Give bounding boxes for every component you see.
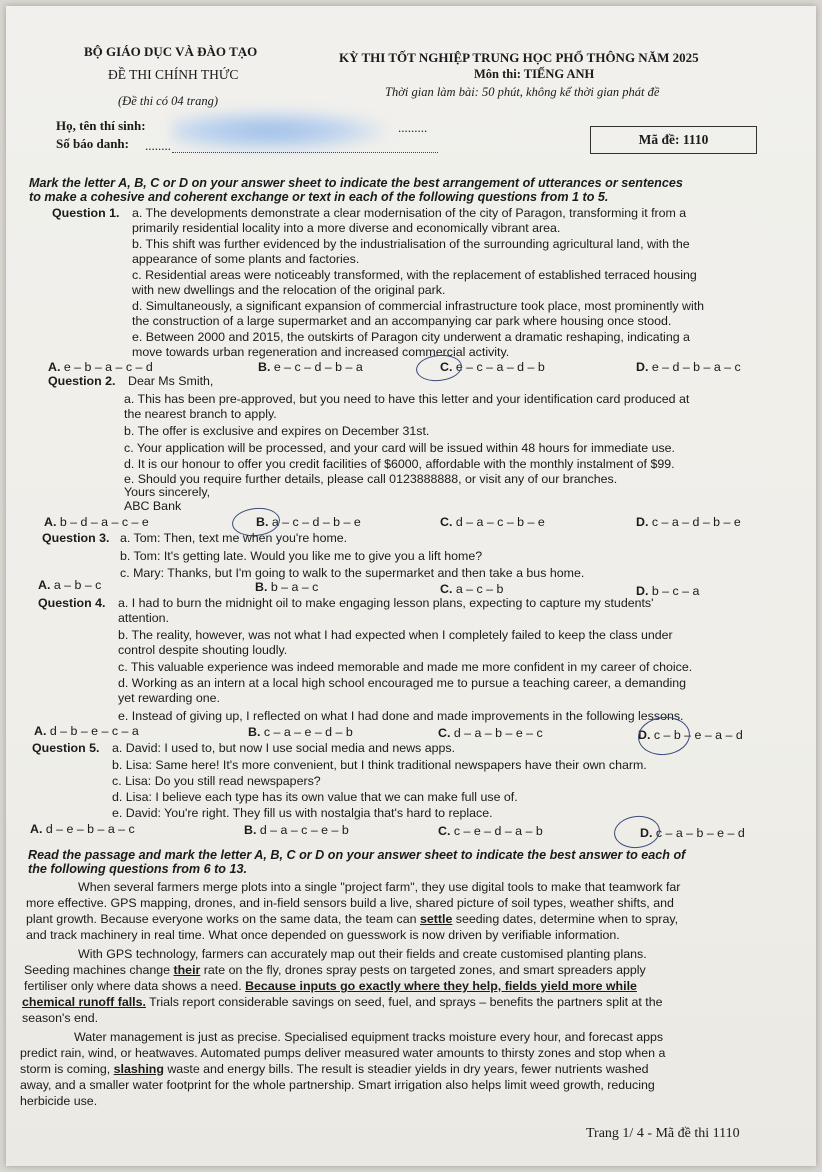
passage-line: away, and a smaller water footprint for the whole partnership. Smart irrigation also helps limit weed growth, reducing xyxy=(20,1078,655,1092)
section2-instruction-line2: the following questions from 6 to 13. xyxy=(28,862,248,876)
q5-line: a. David: I used to, but now I use social media and news apps. xyxy=(112,741,456,755)
q2-line: c. Your application will be processed, and your card will be issued within 48 hours for immediate use. xyxy=(124,441,675,455)
passage-line-because: fertiliser only where data shows a need. Because inputs go exactly where they help, fields yield more while xyxy=(24,979,637,993)
q1-line: c. Residential areas were noticeably transformed, with the replacement of established terraced housing xyxy=(132,268,697,282)
q3-option-d[interactable]: D. b – c – a xyxy=(636,584,700,598)
passage-line: season's end. xyxy=(22,1011,99,1025)
q1-line: primarily residential locality into a more diverse and economically vibrant area. xyxy=(132,221,561,235)
q4-line: e. Instead of giving up, I reflected on what I had done and made improvements in the following lessons. xyxy=(118,709,684,723)
q1-line: d. Simultaneously, a significant expansion of commercial infrastructure took place, most prominently with xyxy=(132,299,705,313)
q4-line: c. This valuable experience was indeed memorable and made me more confident in my career of choice. xyxy=(118,660,693,674)
q4-option-d[interactable]: D. c – b – e – a – d xyxy=(638,728,743,742)
page-footer: Trang 1/ 4 - Mã đề thi 1110 xyxy=(586,1126,740,1141)
passage-line-runoff: chemical runoff falls. Trials report considerable savings on seed, fuel, and sprays – benefits the partners split at the xyxy=(22,995,663,1009)
passage-line: Water management is just as precise. Specialised equipment tracks moisture every hour, and forecast apps xyxy=(74,1030,664,1044)
q1-option-a[interactable]: A. e – b – a – c – d xyxy=(48,360,153,374)
question-2-label: Question 2. xyxy=(48,374,116,388)
section1-instruction-line2: to make a cohesive and coherent exchange or text in each of the following questions from 1 to 5. xyxy=(29,190,609,204)
q3-option-c[interactable]: C. a – c – b xyxy=(440,582,504,596)
exam-code-box: Mã đề: 1110 xyxy=(590,126,757,154)
q3-line: a. Tom: Then, text me when you're home. xyxy=(120,531,348,545)
candidate-name-label: Họ, tên thí sinh: xyxy=(56,118,146,133)
q4-option-a[interactable]: A. d – b – e – c – a xyxy=(34,724,139,738)
redacted-name-blur xyxy=(172,110,387,152)
q4-line: a. I had to burn the midnight oil to make engaging lesson plans, expecting to capture my students' xyxy=(118,596,654,610)
question-5-label: Question 5. xyxy=(32,741,100,755)
q2-option-a[interactable]: A. b – d – a – c – e xyxy=(44,515,149,529)
passage-line: more effective. GPS mapping, drones, and in-field sensors build a live, shared picture of soil types, weather shifts, and xyxy=(26,896,674,910)
q5-line: b. Lisa: Same here! It's more convenient, but I think traditional newspapers have their own charm. xyxy=(112,758,647,772)
q1-line: appearance of some plants and factories. xyxy=(132,252,360,266)
q1-line: move towards urban regeneration and increased commercial activity. xyxy=(132,345,510,359)
q5-line: d. Lisa: I believe each type has its own value that we can make full use of. xyxy=(112,790,518,804)
candidate-id-label: Số báo danh: xyxy=(56,136,129,151)
q4-option-b[interactable]: B. c – a – e – d – b xyxy=(248,725,353,739)
q3-line: c. Mary: Thanks, but I'm going to walk to the supermarket and then take a bus home. xyxy=(120,566,585,580)
exam-title: KỲ THI TỐT NGHIỆP TRUNG HỌC PHỔ THÔNG NĂM 2025 xyxy=(339,50,699,65)
passage-line: herbicide use. xyxy=(20,1094,98,1108)
subject: Môn thi: TIẾNG ANH xyxy=(474,67,595,81)
q1-line: a. The developments demonstrate a clear modernisation of the city of Paragon, transforming it from a xyxy=(132,206,687,220)
q2-line: a. This has been pre-approved, but you need to have this letter and your identification card produced at xyxy=(124,392,690,406)
q1-line: b. This shift was further evidenced by the industrialisation of the surrounding agricultural land, with the xyxy=(132,237,690,251)
q3-option-b[interactable]: B. b – a – c xyxy=(255,580,319,594)
id-dotted-line xyxy=(172,152,438,153)
q2-line: ABC Bank xyxy=(124,499,182,513)
q4-line: d. Working as an intern at a local high school encouraged me to pursue a teaching career, a demanding xyxy=(118,676,687,690)
q5-option-a[interactable]: A. d – e – b – a – c xyxy=(30,822,135,836)
passage-line: With GPS technology, farmers can accurately map out their fields and create customised planting plans. xyxy=(78,947,647,961)
q2-option-c[interactable]: C. d – a – c – b – e xyxy=(440,515,545,529)
q4-line: attention. xyxy=(118,611,169,625)
passage-line-their: Seeding machines change their rate on the fly, drones spray pests on targeted zones, and smart spreaders apply xyxy=(24,963,646,977)
q5-line: e. David: You're right. They fill us with nostalgia that's hard to replace. xyxy=(112,806,493,820)
q2-line: the nearest branch to apply. xyxy=(124,407,277,421)
q1-line: e. Between 2000 and 2015, the outskirts of Paragon city underwent a dramatic reshaping, indicating a xyxy=(132,330,690,344)
passage-line-slashing: storm is coming, slashing waste and energy bills. The result is steadier yields in dry years, fewer nutrients washed xyxy=(20,1062,649,1076)
q1-option-c[interactable]: C. e – c – a – d – b xyxy=(440,360,545,374)
q2-line: b. The offer is exclusive and expires on December 31st. xyxy=(124,424,430,438)
section2-instruction-line1: Read the passage and mark the letter A, B, C or D on your answer sheet to indicate the best answer to each of xyxy=(28,848,686,862)
q4-option-c[interactable]: C. d – a – b – e – c xyxy=(438,726,543,740)
page-count: (Đề thi có 04 trang) xyxy=(118,94,218,108)
passage-line-settle: plant growth. Because everyone works on the same data, the team can settle seeding dates, determine when to spray, xyxy=(26,912,679,926)
question-1-label: Question 1. xyxy=(52,206,120,220)
q3-option-a[interactable]: A. a – b – c xyxy=(38,578,102,592)
official-exam-label: ĐỀ THI CHÍNH THỨC xyxy=(108,67,239,82)
q4-line: yet rewarding one. xyxy=(118,691,220,705)
q2-line: d. It is our honour to offer you credit facilities of $6000, affordable with the monthly instalment of $99. xyxy=(124,457,675,471)
q3-line: b. Tom: It's getting late. Would you like me to give you a lift home? xyxy=(120,549,483,563)
q5-option-c[interactable]: C. c – e – d – a – b xyxy=(438,824,543,838)
q4-line: b. The reality, however, was not what I had expected when I completely failed to keep the class under xyxy=(118,628,673,642)
question-3-label: Question 3. xyxy=(42,531,110,545)
q5-option-b[interactable]: B. d – a – c – e – b xyxy=(244,823,349,837)
passage-line: When several farmers merge plots into a single "project farm", they use digital tools to make that teamwork far xyxy=(78,880,681,894)
passage-line: and track machinery in real time. What once depended on guesswork is now driven by verifiable information. xyxy=(26,928,620,942)
q2-line: Yours sincerely, xyxy=(124,485,211,499)
candidate-id-dots: ........ xyxy=(145,138,171,153)
candidate-name-dots: ......... xyxy=(398,120,428,135)
q2-line: e. Should you require further details, please call 0123888888, or visit any of our branches. xyxy=(124,472,618,486)
q2-option-b[interactable]: B. a – c – d – b – e xyxy=(256,515,361,529)
time-allowed: Thời gian làm bài: 50 phút, không kể thời gian phát đề xyxy=(385,85,660,99)
q1-option-d[interactable]: D. e – d – b – a – c xyxy=(636,360,741,374)
passage-line: predict rain, wind, or heatwaves. Automated pumps deliver measured water amounts to thirsty zones and stop when a xyxy=(20,1046,666,1060)
q1-line: with new dwellings and the relocation of the original park. xyxy=(132,283,446,297)
q5-option-d[interactable]: D. c – a – b – e – d xyxy=(640,826,745,840)
question-4-label: Question 4. xyxy=(38,596,106,610)
q2-option-d[interactable]: D. c – a – d – b – e xyxy=(636,515,741,529)
ministry-name: BỘ GIÁO DỤC VÀ ĐÀO TẠO xyxy=(84,44,258,59)
q5-line: c. Lisa: Do you still read newspapers? xyxy=(112,774,321,788)
section1-instruction-line1: Mark the letter A, B, C or D on your answer sheet to indicate the best arrangement of utterances or sentences xyxy=(29,176,683,190)
q1-option-b[interactable]: B. e – c – d – b – a xyxy=(258,360,363,374)
q4-line: control despite shouting loudly. xyxy=(118,643,288,657)
q2-greeting: Dear Ms Smith, xyxy=(128,374,214,388)
q1-line: the construction of a large supermarket and an accompanying car park where housing once stood. xyxy=(132,314,672,328)
